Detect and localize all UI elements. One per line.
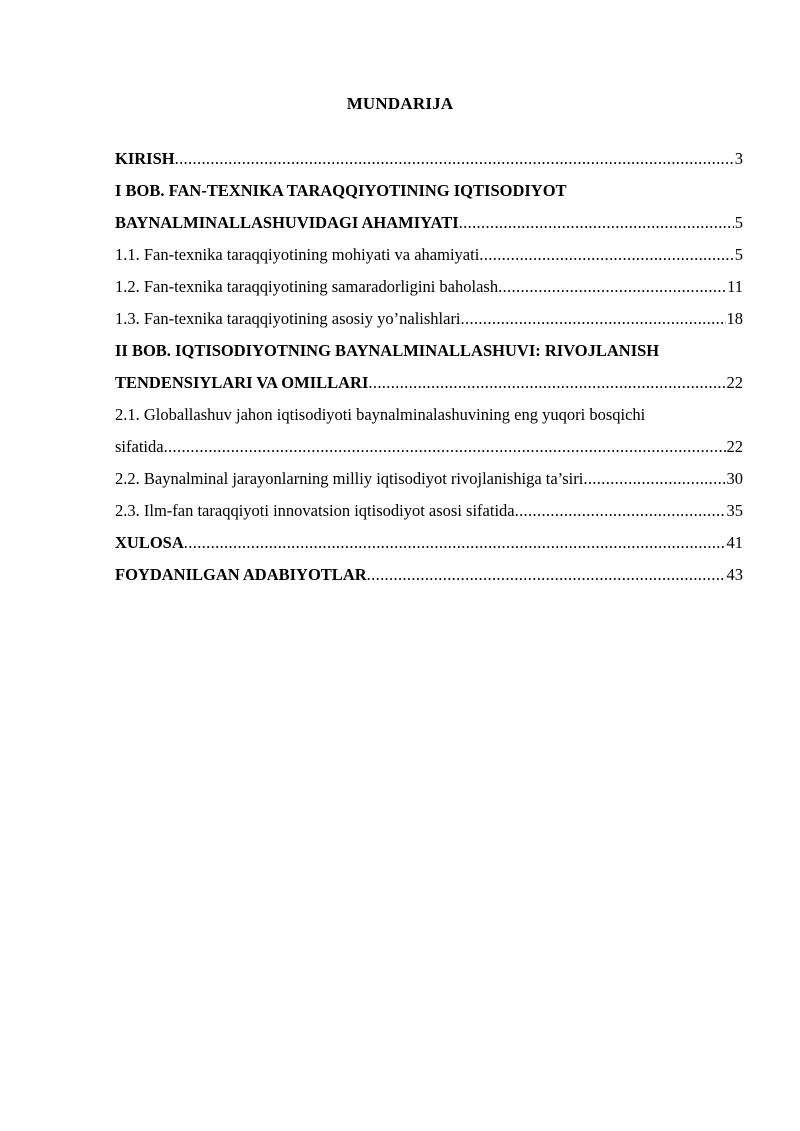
toc-entry-label: 2.3. Ilm-fan taraqqiyoti innovatsion iqtisodiyot asosi sifatida [115,501,515,520]
toc-entry-label: 1.1. Fan-texnika taraqqiyotining mohiyati va ahamiyati [115,245,480,264]
toc-entry-chapter-1-line-1[interactable] [115,175,743,207]
toc-entry-chapter-2-line-1[interactable] [115,335,743,367]
dot-leader [479,239,733,271]
toc-entry-label: 2.1. Globallashuv jahon iqtisodiyoti baynalminalashuvining eng yuqori bosqichi [115,405,646,424]
toc-page-number: 41 [726,533,743,552]
toc-page-number: 11 [727,277,743,296]
toc-page-number: 3 [734,149,743,168]
toc-page-number: 18 [726,309,743,328]
page-title: MUNDARIJA [346,94,454,113]
toc-entry-section-1-2[interactable] [115,271,743,303]
toc-entry-section-2-2[interactable] [115,463,743,495]
toc-entry-section-2-1-line-1[interactable] [115,399,743,431]
toc-page-number: 22 [726,437,743,456]
toc-entry-label: 1.3. Fan-texnika taraqqiyotining asosiy yo’nalishlari [115,309,461,328]
toc-entry-label: FOYDANILGAN ADABIYOTLAR [115,565,367,584]
dot-leader [583,463,725,495]
dot-leader [459,207,734,239]
dot-leader [184,527,726,559]
toc-entry-bibliography[interactable] [115,559,743,591]
toc-entry-label: KIRISH [115,149,175,168]
dot-leader [461,303,726,335]
toc-entry-chapter-1-line-2[interactable] [115,207,743,239]
table-of-contents [115,143,743,591]
toc-entry-label: 2.2. Baynalminal jarayonlarning milliy iqtisodiyot rivojlanishiga ta’siri [115,469,584,488]
toc-page-number: 22 [726,373,743,392]
toc-page-number: 5 [734,213,743,232]
dot-leader [175,143,734,175]
toc-entry-label: 1.2. Fan-texnika taraqqiyotining samaradorligini baholash [115,277,499,296]
toc-page-number: 43 [726,565,743,584]
toc-entry-label: I BOB. FAN-TEXNIKA TARAQQIYOTINING IQTISODIYOT [115,181,567,200]
toc-entry-label: XULOSA [115,533,184,552]
dot-leader [368,367,725,399]
toc-entry-label: TENDENSIYLARI VA OMILLARI [115,373,369,392]
dot-leader [498,271,726,303]
toc-entry-chapter-2-line-2[interactable] [115,367,743,399]
toc-entry-label: sifatida [115,437,164,456]
toc-entry-section-1-3[interactable] [115,303,743,335]
dot-leader [367,559,726,591]
toc-entry-label: II BOB. IQTISODIYOTNING BAYNALMINALLASHUVI: RIVOJLANISH [115,341,660,360]
dot-leader [164,431,726,463]
toc-entry-kirish[interactable] [115,143,743,175]
toc-page-number: 5 [734,245,743,264]
toc-entry-label: BAYNALMINALLASHUVIDAGI AHAMIYATI [115,213,459,232]
toc-entry-section-2-1-line-2[interactable] [115,431,743,463]
dot-leader [515,495,726,527]
toc-page-number: 35 [726,501,743,520]
toc-page-number: 30 [726,469,743,488]
toc-entry-section-2-3[interactable] [115,495,743,527]
toc-entry-section-1-1[interactable] [115,239,743,271]
toc-entry-xulosa[interactable] [115,527,743,559]
